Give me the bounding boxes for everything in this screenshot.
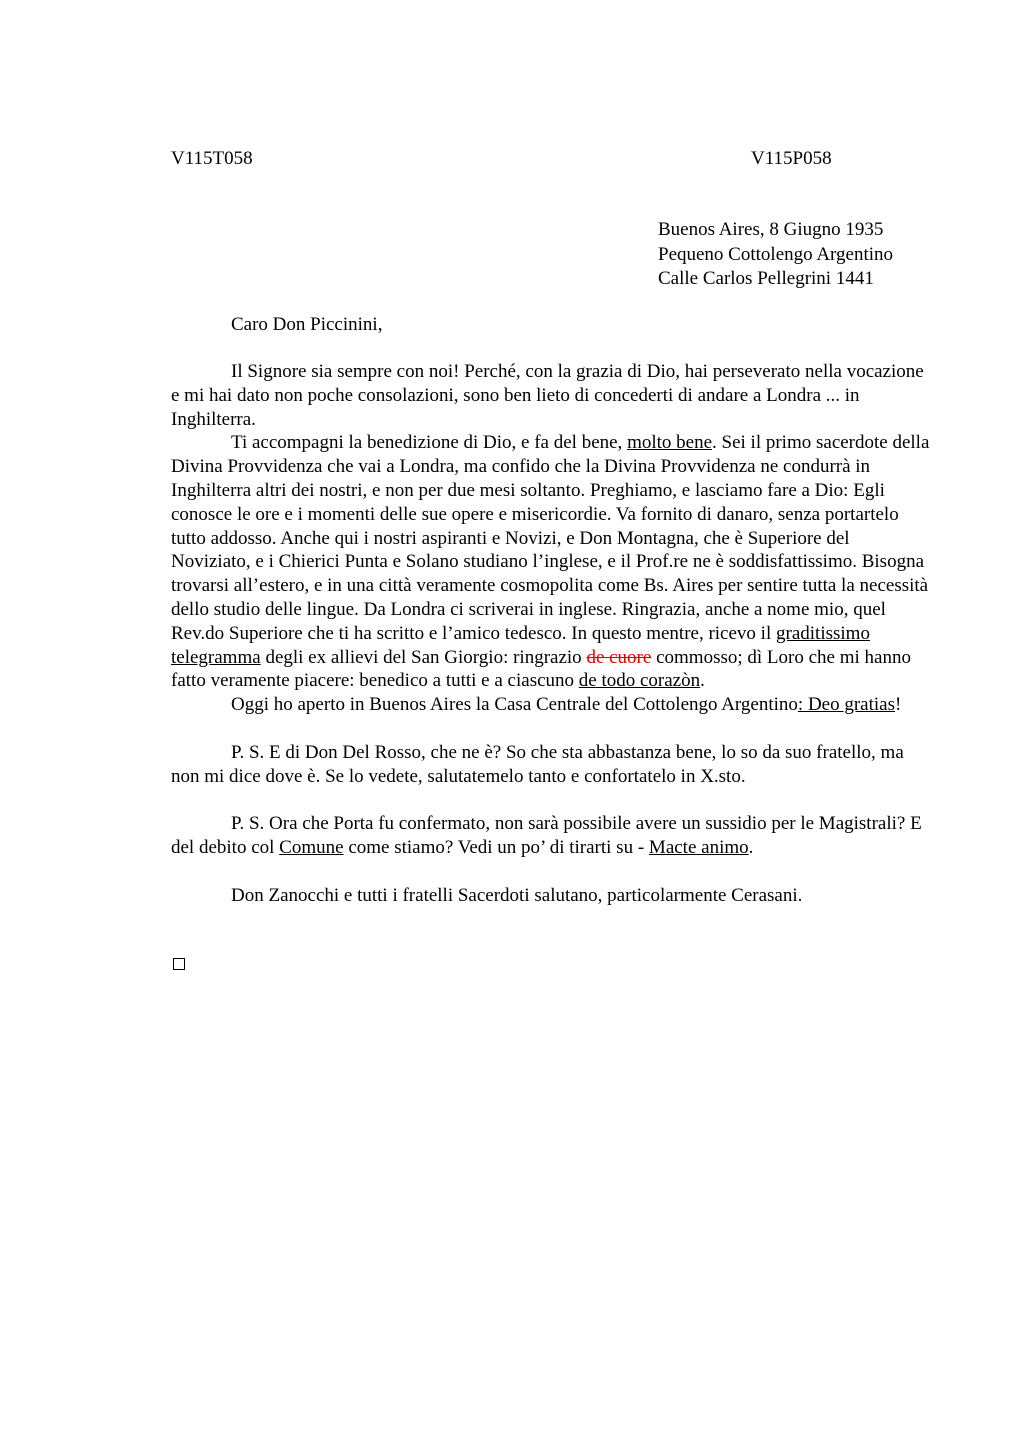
paragraph-2-text-3: degli ex allievi del San Giorgio: ringrazio xyxy=(260,646,587,668)
postscript-2-text-1: P. S. Ora che Porta fu confermato, non sarà possibile avere un sussidio per le Magistrali? E del debito col xyxy=(171,813,922,858)
postscript-2-text-3: . xyxy=(748,836,754,858)
address-street-line: Calle Carlos Pellegrini 1441 xyxy=(658,268,874,289)
postscript-2-text-2: come stiamo? Vedi un po’ di tirarti su - xyxy=(343,836,649,858)
square-marker-icon xyxy=(173,958,185,970)
closing-greetings: Don Zanocchi e tutti i fratelli Sacerdoti salutano, particolarmente Cerasani. xyxy=(231,884,803,906)
underlined-graditissimo-telegramma: graditissimo telegramma xyxy=(171,622,870,668)
sender-address xyxy=(658,218,893,292)
document-code-left: V115T058 xyxy=(171,148,253,169)
strikethrough-de-cuore: de cuore xyxy=(586,646,652,668)
paragraph-3-text-2: ! xyxy=(895,694,902,716)
paragraph-2-text-5: . xyxy=(700,670,705,692)
underlined-de-todo-corazon: de todo corazòn xyxy=(578,670,701,692)
underlined-molto-bene: molto bene xyxy=(627,432,713,454)
address-institution-line: Pequeno Cottolengo Argentino xyxy=(658,243,894,265)
paragraph-3-text-1: Oggi ho aperto in Buenos Aires la Casa Centrale del Cottolengo Argentino xyxy=(231,694,798,716)
paragraph-2-text-2: . Sei il primo sacerdote della Divina Provvidenza che vai a Londra, ma confido che la Divina Provvidenza ne condurrà in Inghilterra altri dei nostri, e non per due mesi soltanto. Preghiamo, e lasciamo fare a Dio: Egli conosce le ore e i momenti delle sue opere e misericordie. Va fornito di danaro, senza portartelo tutto addosso. Anche qui i nostri aspiranti e Novizi, e Don Montagna, che è Superiore del Noviziato, e i Chierici Punta e Solano studiano l’inglese, e il Prof.re ne è soddisfattissimo. Bisogna trovarsi all’estero, e in una città veramente cosmopolita come Bs. Aires per sentire tutta la necessità dello studio delle lingue. Da Londra ci scriverai in inglese. Ringrazia, anche a nome mio, quel Rev.do Superiore che ti ha scritto e l’amico tedesco. In questo mentre, ricevo il xyxy=(171,432,930,644)
underlined-comune: Comune xyxy=(279,836,344,858)
postscript-2 xyxy=(171,812,931,860)
document-code-right: V115P058 xyxy=(751,148,832,169)
paragraph-3 xyxy=(171,693,931,717)
paragraph-2-text-4: commosso; dì Loro che mi hanno fatto veramente piacere: benedico a tutti e a ciascuno xyxy=(171,646,911,692)
underlined-deo-gratias: : Deo gratias xyxy=(797,694,895,716)
underlined-macte-animo: Macte animo xyxy=(648,836,749,858)
paragraph-1: Il Signore sia sempre con noi! Perché, con la grazia di Dio, hai perseverato nella vocazione e mi hai dato non poche consolazioni, sono ben lieto di concederti di andare a Londra ... in Inghilterra. xyxy=(171,361,924,430)
salutation: Caro Don Piccinini, xyxy=(231,314,383,335)
postscript-1: P. S. E di Don Del Rosso, che ne è? So che sta abbastanza bene, lo so da suo fratello, ma non mi dice dove è. Se lo vedete, salutatemelo tanto e confortatelo in X.sto. xyxy=(171,741,904,787)
letter-body xyxy=(171,360,931,907)
address-date-line: Buenos Aires, 8 Giugno 1935 xyxy=(658,219,884,240)
paragraph-2 xyxy=(171,431,931,693)
paragraph-2-text-1: Ti accompagni la benedizione di Dio, e fa del bene, xyxy=(231,432,628,454)
